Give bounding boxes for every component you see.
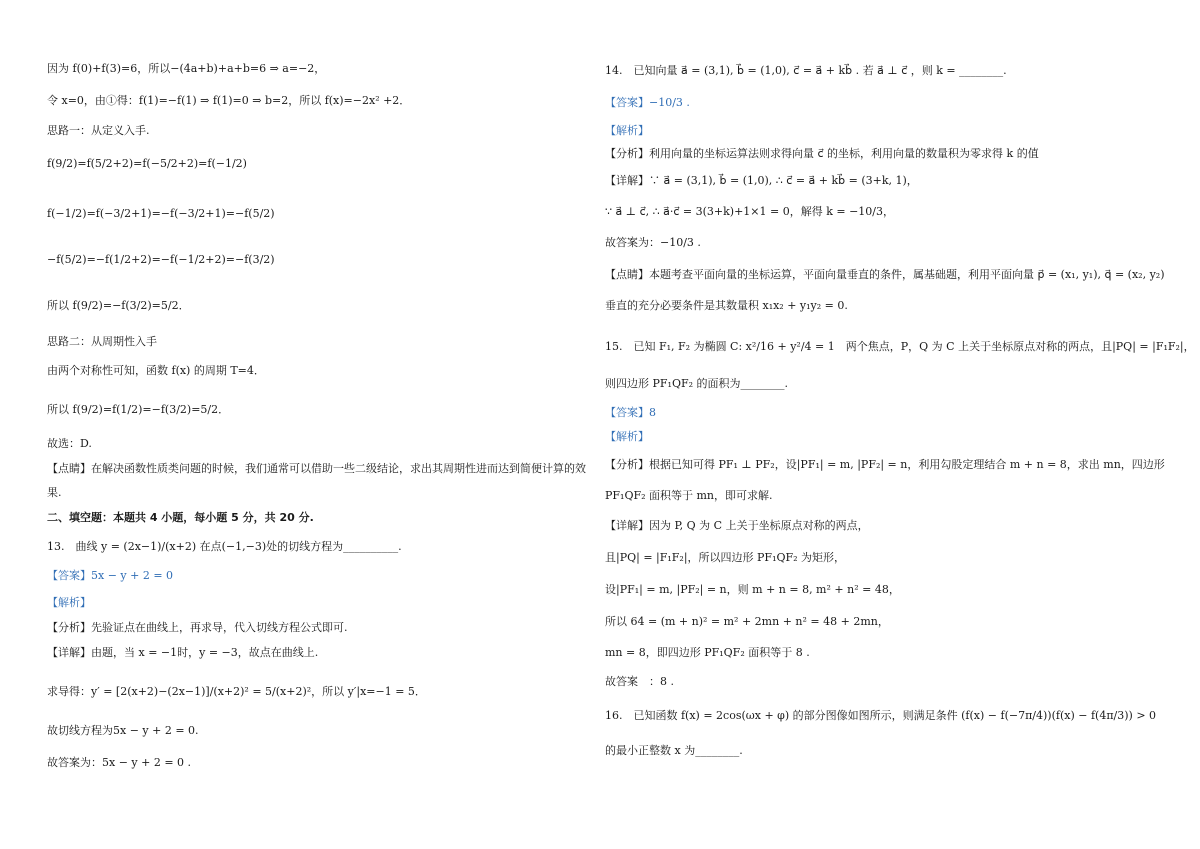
text-line: 且|PQ| = |F₁F₂|，所以四边形 PF₁QF₂ 为矩形， <box>605 551 846 564</box>
text-line: 故答案为：5x − y + 2 = 0 . <box>47 756 192 769</box>
note-line: 垂直的充分必要条件是其数量积 x₁x₂ + y₁y₂ = 0. <box>605 299 848 312</box>
question-13: 13. 曲线 y = (2x−1)/(x+2) 在点(−1,−3)处的切线方程为__________. <box>47 540 402 553</box>
math-line: 所以 f(9/2)=f(1/2)=−f(3/2)=5/2． <box>47 403 230 416</box>
analysis-label: 【解析】 <box>605 124 649 137</box>
text-line: mn = 8，即四边形 PF₁QF₂ 面积等于 8 . <box>605 646 810 659</box>
text-line: 则四边形 PF₁QF₂ 的面积为________. <box>605 377 788 390</box>
text-line: 【详解】∵ a⃗ = (3,1), b⃗ = (1,0), ∴ c⃗ = a⃗ + kb⃗ = (3+k, 1)， <box>605 174 918 187</box>
text-line: 【详解】由题，当 x = −1时，y = −3，故点在曲线上. <box>47 646 319 659</box>
note-line: 果. <box>47 486 62 499</box>
math-line: 求导得：y′ = [2(x+2)−(2x−1)]/(x+2)² = 5/(x+2)²，所以 y′|x=−1 = 5． <box>47 685 426 698</box>
answer-text: 【答案】8 <box>605 406 656 419</box>
text-line: PF₁QF₂ 面积等于 mn，即可求解. <box>605 489 773 502</box>
question-15: 15. 已知 F₁, F₂ 为椭圆 C: x²/16 + y²/4 = 1 两个焦点，P，Q 为 C 上关于坐标原点对称的两点，且|PQ| = |F₁F₂|， <box>605 340 1195 353</box>
text-line: 设|PF₁| = m, |PF₂| = n，则 m + n = 8, m² + n² = 48， <box>605 583 900 596</box>
answer-text: 【答案】5x − y + 2 = 0 <box>47 569 174 582</box>
text-line: 的最小正整数 x 为________. <box>605 744 743 757</box>
math-line: f(9/2)=f(5/2+2)=f(−5/2+2)=f(−1/2) <box>47 157 247 170</box>
text-line: 【分析】先验证点在曲线上，再求导，代入切线方程公式即可. <box>47 621 348 634</box>
math-line: −f(5/2)=−f(1/2+2)=−f(−1/2+2)=−f(3/2) <box>47 253 275 266</box>
question-14: 14. 已知向量 a⃗ = (3,1), b⃗ = (1,0), c⃗ = a⃗ + kb⃗ . 若 a⃗ ⊥ c⃗ ，则 k = ________. <box>605 64 1007 77</box>
text-line: 故答案 ：8 . <box>605 675 674 688</box>
analysis-label: 【解析】 <box>605 430 649 443</box>
math-line: f(−1/2)=f(−3/2+1)=−f(−3/2+1)=−f(5/2) <box>47 207 275 220</box>
text-line: 令 x=0，由①得：f(1)=−f(1) ⇒ f(1)=0 ⇒ b=2，所以 f(x)=−2x² +2． <box>47 94 411 107</box>
text-line: 故选：D. <box>47 437 92 450</box>
text-line: 【分析】利用向量的坐标运算法则求得向量 c⃗ 的坐标，利用向量的数量积为零求得 k 的值 <box>605 147 1039 160</box>
text-line: 思路一：从定义入手. <box>47 124 150 137</box>
section-heading: 二、填空题：本题共 4 小题，每小题 5 分，共 20 分. <box>47 511 314 524</box>
text-line: 【分析】根据已知可得 PF₁ ⊥ PF₂，设|PF₁| = m, |PF₂| = n，利用勾股定理结合 m + n = 8，求出 mn，四边形 <box>605 458 1165 471</box>
text-line: 故切线方程为5x − y + 2 = 0. <box>47 724 199 737</box>
analysis-label: 【解析】 <box>47 596 91 609</box>
note-line: 【点睛】在解决函数性质类问题的时候，我们通常可以借助一些二级结论，求出其周期性进而达到简便计算的效 <box>47 462 586 475</box>
text-line: ∵ a⃗ ⊥ c⃗, ∴ a⃗·c⃗ = 3(3+k)+1×1 = 0，解得 k = −10/3， <box>605 205 894 218</box>
answer-line <box>47 569 173 583</box>
text-line: 故答案为：−10/3 . <box>605 236 701 249</box>
answer-text: 【答案】−10/3 . <box>605 96 690 109</box>
text-line: 因为 f(0)+f(3)=6，所以−(4a+b)+a+b=6 ⇒ a=−2， <box>47 62 326 75</box>
math-line: 所以 f(9/2)=−f(3/2)=5/2． <box>47 299 190 312</box>
text-line: 思路二：从周期性入手 <box>47 335 157 348</box>
text-line: 【详解】因为 P, Q 为 C 上关于坐标原点对称的两点， <box>605 519 869 532</box>
question-16: 16. 已知函数 f(x) = 2cos(ωx + φ) 的部分图像如图所示，则满足条件 (f(x) − f(−7π/4))(f(x) − f(4π/3)) > 0 <box>605 709 1157 722</box>
text-line: 所以 64 = (m + n)² = m² + 2mn + n² = 48 + 2mn， <box>605 615 889 628</box>
text-line: 由两个对称性可知，函数 f(x) 的周期 T=4． <box>47 364 265 377</box>
note-line: 【点睛】本题考查平面向量的坐标运算，平面向量垂直的条件，属基础题，利用平面向量 p⃗ = (x₁, y₁), q⃗ = (x₂, y₂) <box>605 268 1165 281</box>
